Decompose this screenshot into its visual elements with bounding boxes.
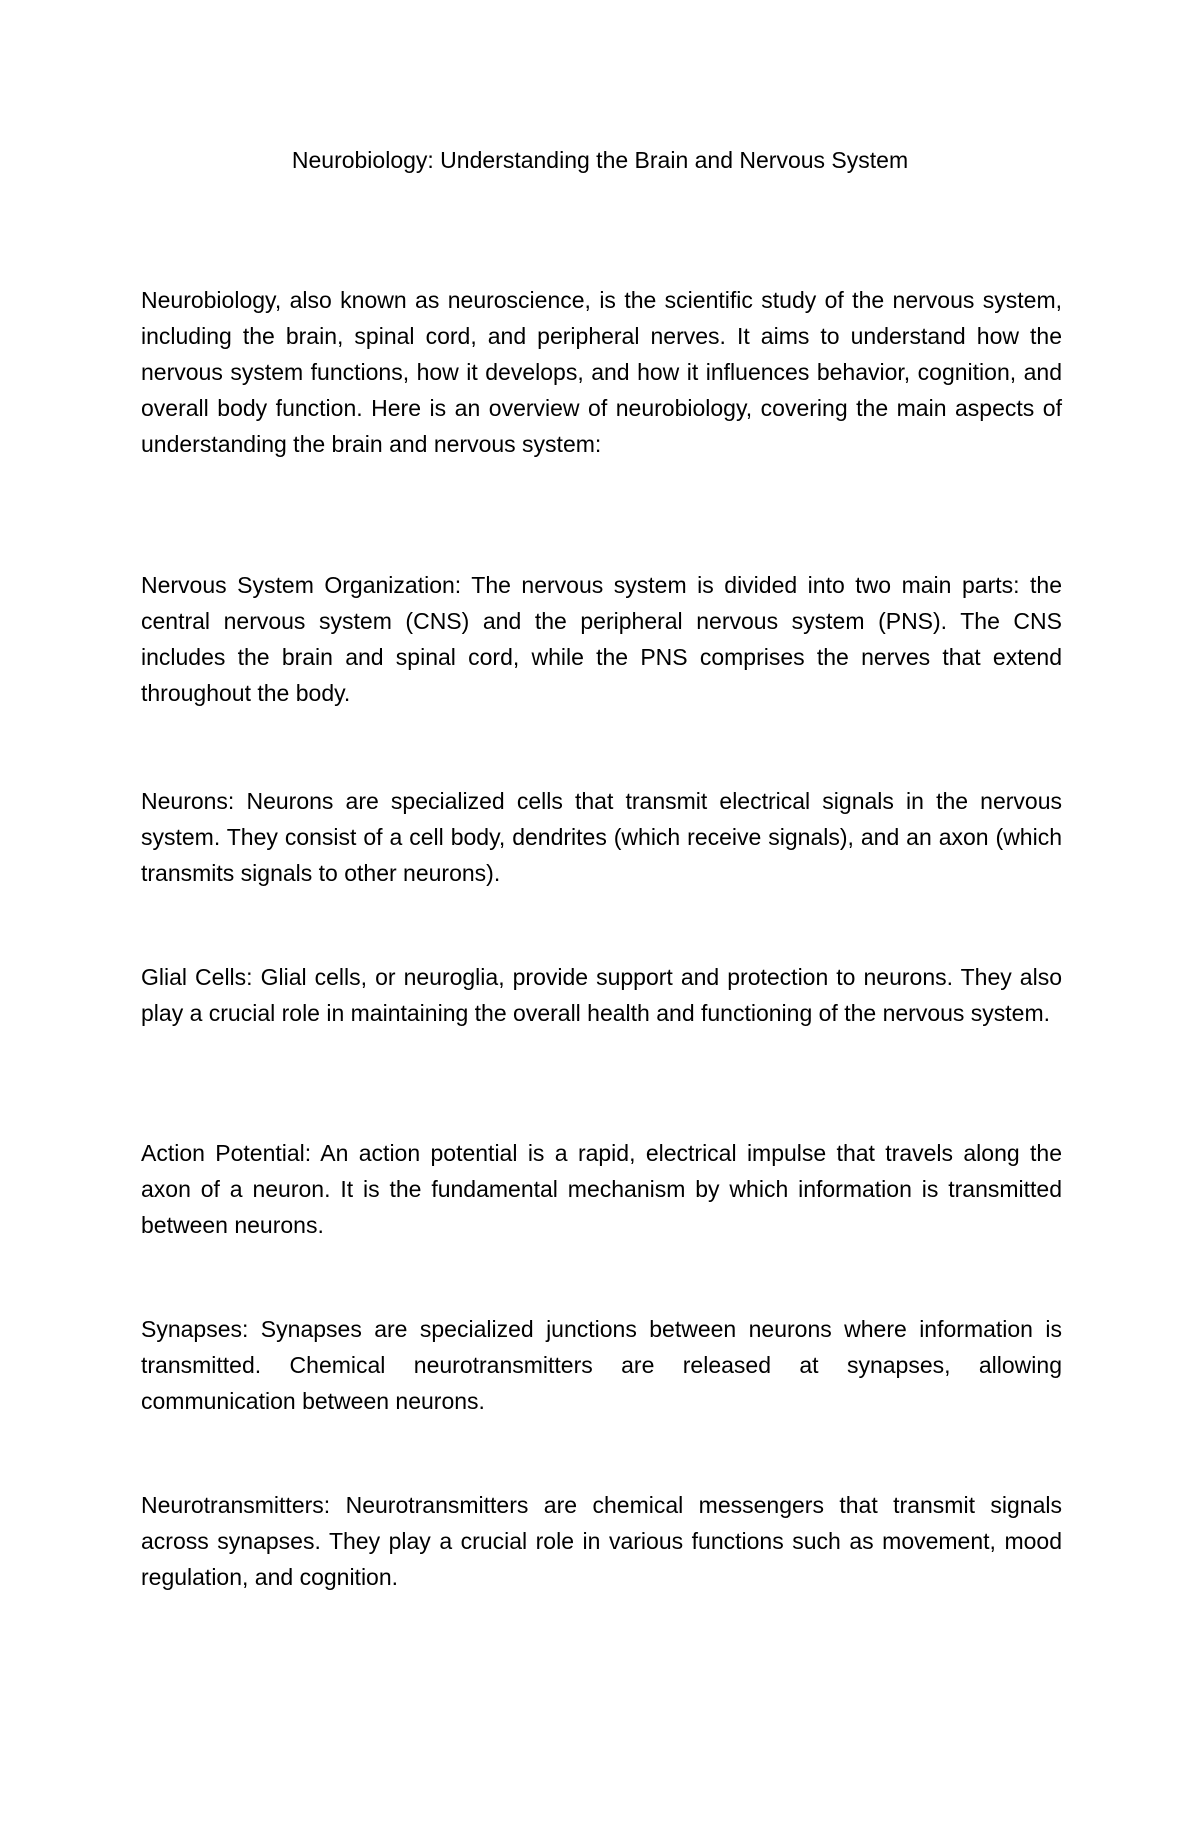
paragraph-neurons: Neurons: Neurons are specialized cells that transmit electrical signals in the nervous system. They consist of a cell body, dendrites (which receive signals), and an axon (which transmits signals to other neurons). [141, 788, 1062, 886]
paragraph-glial-cells: Glial Cells: Glial cells, or neuroglia, provide support and protection to neurons. They also play a crucial role in maintaining the overall health and functioning of the nervous system. [141, 964, 1062, 1026]
paragraph-nervous-system-organization: Nervous System Organization: The nervous system is divided into two main parts: the central nervous system (CNS) and the peripheral nervous system (PNS). The CNS includes the brain and spinal cord, while the PNS comprises the nerves that extend throughout the body. [141, 572, 1062, 706]
paragraph-action-potential: Action Potential: An action potential is a rapid, electrical impulse that travels along the axon of a neuron. It is the fundamental mechanism by which information is transmitted between neurons. [141, 1140, 1062, 1238]
paragraph-neurotransmitters: Neurotransmitters: Neurotransmitters are chemical messengers that transmit signals across synapses. They play a crucial role in various functions such as movement, mood regulation, and cognition. [141, 1492, 1062, 1590]
document-title: Neurobiology: Understanding the Brain and Nervous System [291, 147, 909, 173]
paragraph-synapses: Synapses: Synapses are specialized junctions between neurons where information is transmitted. Chemical neurotransmitters are released at synapses, allowing communication between neurons. [141, 1316, 1062, 1414]
paragraph-introduction: Neurobiology, also known as neuroscience, is the scientific study of the nervous system, including the brain, spinal cord, and peripheral nerves. It aims to understand how the nervous system functions, how it develops, and how it influences behavior, cognition, and overall body function. Here is an overview of neurobiology, covering the main aspects of understanding the brain and nervous system: [141, 287, 1062, 457]
